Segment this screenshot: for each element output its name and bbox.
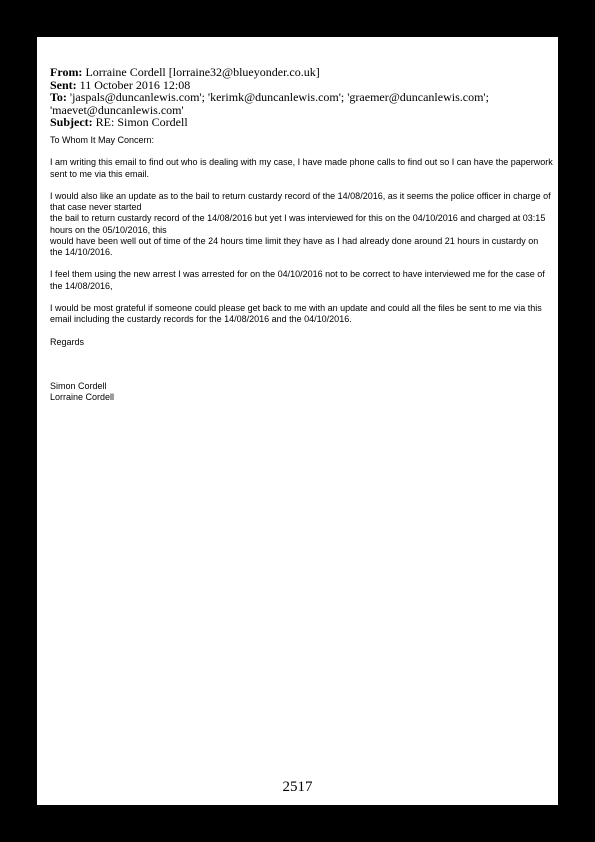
paragraph-2-line-2: the bail to return custardy record of the 14/08/2016 but yet I was interviewed for this on the 04/10/2016 and charged at 03:15 hours on the 05/10/2016, this — [50, 213, 546, 235]
signature-name-1: Simon Cordell — [50, 380, 107, 391]
to-value: 'jaspals@duncanlewis.com'; 'kerimk@duncanlewis.com'; 'graemer@duncanlewis.com'; — [69, 90, 489, 105]
sent-value: 11 October 2016 12:08 — [79, 77, 191, 92]
page-number: 2517 — [282, 779, 313, 795]
signature-spacer — [50, 359, 553, 381]
subject-value: RE: Simon Cordell — [95, 115, 188, 130]
signature-name-2: Lorraine Cordell — [50, 392, 115, 403]
sent-label: Sent: — [50, 77, 77, 92]
document-page — [37, 37, 558, 805]
to-value-continued: 'maevet@duncanlewis.com' — [50, 102, 184, 117]
email-header — [50, 66, 550, 129]
paragraph-2 — [50, 191, 553, 258]
paragraph-3: I feel them using the new arrest I was arrested for on the 04/10/2016 not to be correct to have interviewed me for the case of the 14/08/2016, — [50, 269, 545, 291]
salutation: To Whom It May Concern: — [50, 135, 155, 145]
paragraph-1: I am writing this email to find out who is dealing with my case, I have made phone calls to find out so I can have the paperwork sent to me via this email. — [50, 157, 553, 179]
paragraph-2-line-3: would have been well out of time of the 24 hours time limit they have as I had already done around 21 hours in custardy on the 14/10/2016. — [50, 235, 539, 257]
from-label: From: — [50, 65, 83, 79]
from-value: Lorraine Cordell [lorraine32@blueyonder.co.uk] — [85, 65, 320, 79]
subject-row — [50, 116, 550, 129]
paragraph-2-line-1: I would also like an update as to the bail to return custardy record of the 14/08/2016, as it seems the police officer in charge of that case never started — [50, 190, 551, 213]
closing: Regards — [50, 336, 85, 347]
paragraph-4: I would be most grateful if someone could please get back to me with an update and could all the files be sent to me via this email including the custardy records for the 14/08/2016 and the 04/10/2016. — [50, 302, 542, 325]
to-label: To: — [50, 90, 67, 105]
email-body — [50, 135, 553, 403]
subject-label: Subject: — [50, 115, 93, 130]
